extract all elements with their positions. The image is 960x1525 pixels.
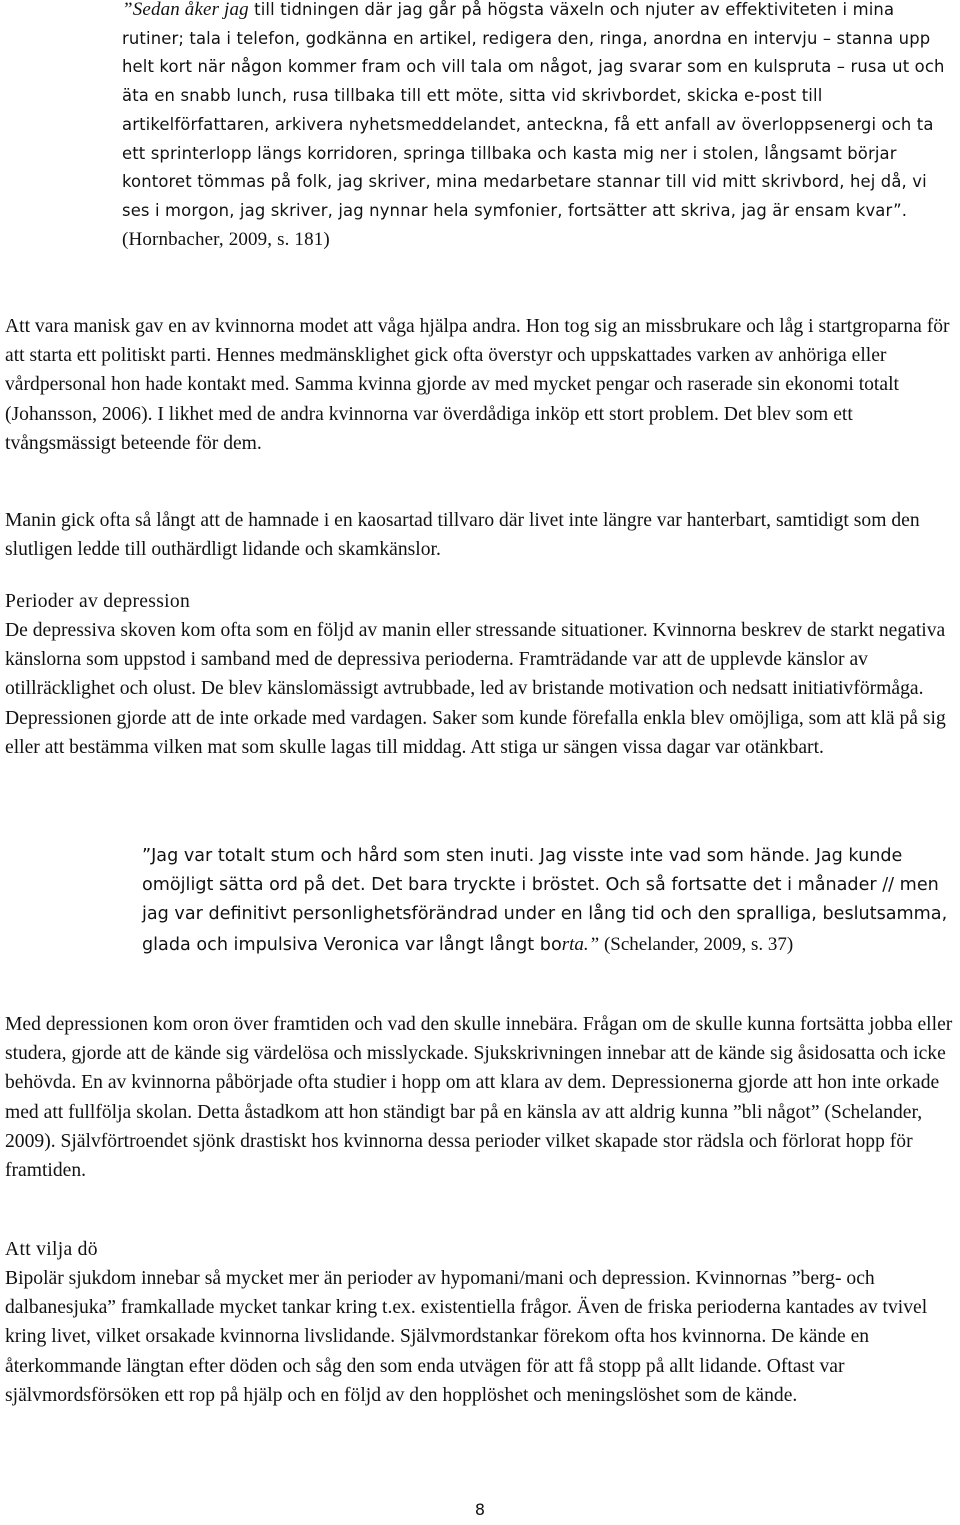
paragraph-mania-chaos: Manin gick ofta så långt att de hamnade i en kaosartad tillvaro där livet inte längre var hanterbart, samtidigt som den slutligen ledde till outhärdligt lidande och skamkänslor. <box>5 510 920 561</box>
paragraph-future-worry: Med depressionen kom oron över framtiden och vad den skulle innebära. Frågan om de skulle kunna fortsätta jobba eller studera, gjorde att de kände sig värdelösa och misslyckade. Sjukskrivningen innebar att de kände sig åsidosatta och icke behövda. En av kvinnorna påbörjade ofta studier i hopp om att klara av dem. Depressionerna gjorde att hon inte orkade med att fullfölja skolan. Detta åstadkom att hon ständigt bar på en känsla av att aldrig kunna ”bli något” (Schelander, 2009). Självförtroendet sjönk drastiskt hos kvinnorna dessa perioder vilket skapade stor rädsla och förlorat hopp för framtiden. <box>5 1014 953 1182</box>
section-heading-depression: Perioder av depression <box>5 591 191 612</box>
quote-citation: (Hornbacher, 2009, s. 181) <box>122 228 330 250</box>
paragraph-depressive-episodes: De depressiva skoven kom ofta som en följd av manin eller stressande situationer. Kvinnorna beskrev de starkt negativa känslorna som uppstod i samband med de depressiva perioderna. Framträdande var att de upplevde känslor av otillräcklighet och olust. De blev känslomässigt avtrubbade, led av bristande motivation och nedsatt initiativförmåga. Depressionen gjorde att de inte orkade med vardagen. Saker som kunde förefalla enkla blev omöjliga, som att klä på sig eller att bestämma vilken mat som skulle lagas till middag. Att stiga ur sängen vissa dagar var otänkbart. <box>5 620 946 758</box>
quote-end-italic: rta.” <box>561 933 600 955</box>
quote-lead-italic: ”Sedan åker jag <box>122 0 249 20</box>
paragraph-suicidal-thoughts: Bipolär sjukdom innebar så mycket mer än perioder av hypomani/mani och depression. Kvinnornas ”berg- och dalbanesjuka” framkallade mycket tankar kring t.ex. existentiella frågor. Även de friska perioderna kantades av tvivel kring livet, vilket orsakade kvinnorna livslidande. Självmordstankar förekom ofta hos kvinnorna. De kände en återkommande längtan efter döden och såg den som enda utvägen för att få stopp på allt lidande. Oftast var självmordsförsöken ett rop på hjälp och en följd av den hopplöshet och meningslöshet som de kände. <box>5 1268 928 1406</box>
block-quote-hornbacher <box>122 0 958 254</box>
page-number: 8 <box>474 1500 486 1519</box>
quote-body: ”Jag var totalt stum och hård som sten inuti. Jag visste inte vad som hände. Jag kunde omöjligt sätta ord på det. Det bara tryckte i bröstet. Och så fortsatte det i månader // men jag var definitivt personlighetsförändrad under en lång tid och den spralliga, beslutsamma, glada och impulsiva Veronica var långt långt bo <box>142 846 948 955</box>
section-heading-wanting-to-die: Att vilja dö <box>5 1239 98 1260</box>
paragraph-manic-courage: Att vara manisk gav en av kvinnorna modet att våga hjälpa andra. Hon tog sig an missbrukare och låg i startgroparna för att starta ett politiskt parti. Hennes medmänsklighet gick ofta överstyr och uppskattades varken av anhöriga eller vårdpersonal hon hade kontakt med. Samma kvinna gjorde av med mycket pengar och raserade sin ekonomi totalt (Johansson, 2006). I likhet med de andra kvinnorna var överdådiga inköp ett stort problem. Det blev som ett tvångsmässigt beteende för dem. <box>5 316 950 454</box>
quote-body: till tidningen där jag går på högsta växeln och njuter av effektiviteten i mina rutiner; tala i telefon, godkänna en artikel, redigera den, ringa, anordna en intervju – stanna upp helt kort när någon kommer fram och vill tala om något, jag svarar som en kulspruta – rusa ut och äta en snabb lunch, rusa tillbaka till ett möte, sitta vid skrivbordet, skicka e-post till artikelförfattaren, arkivera nyhetsmeddelandet, anteckna, få ett anfall av överloppsenergi och ta ett sprinterlopp längs korridoren, springa tillbaka och kasta mig ner i stolen, långsamt börjar kontoret tömmas på folk, jag skriver, mina medarbetare stannar till vid mitt skrivbord, hej då, vi ses i morgon, jag skriver, jag nynnar hela symfonier, fortsätter att skriva, jag är ensam kvar”. <box>122 0 945 220</box>
block-quote-schelander <box>142 842 958 960</box>
quote-citation: (Schelander, 2009, s. 37) <box>599 933 794 955</box>
